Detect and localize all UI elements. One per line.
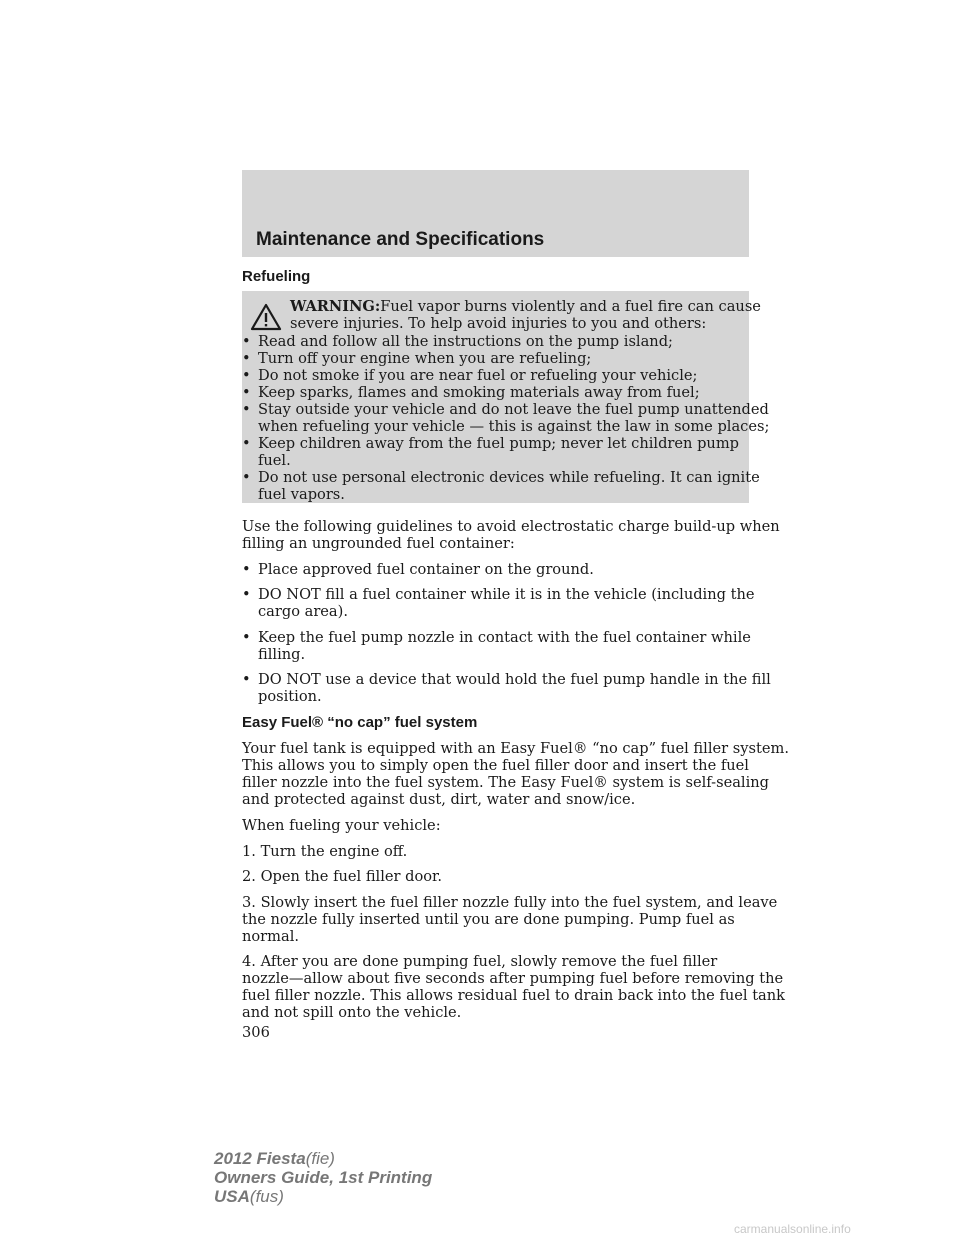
step-item-cont: fuel filler nozzle. This allows residual fuel to drain back into the fuel tank xyxy=(242,987,785,1004)
guideline-item-cont: cargo area). xyxy=(258,603,348,620)
bullet-dot: • xyxy=(242,671,251,688)
bullet-dot: • xyxy=(242,469,251,486)
bullet-dot: • xyxy=(242,586,251,603)
footer-guide: Owners Guide, 1st Printing xyxy=(214,1168,433,1187)
warning-bullet: Read and follow all the instructions on the pump island; xyxy=(258,333,673,350)
easy-fuel-paragraph: and protected against dust, dirt, water and snow/ice. xyxy=(242,791,636,808)
footer-model-code: (fie) xyxy=(305,1149,335,1168)
intro-paragraph: filling an ungrounded fuel container: xyxy=(242,535,515,552)
when-fueling-text: When fueling your vehicle: xyxy=(242,817,441,834)
bullet-dot: • xyxy=(242,401,251,418)
bullet-dot: • xyxy=(242,435,251,452)
footer-line-guide xyxy=(214,1168,432,1187)
easy-fuel-paragraph: filler nozzle into the fuel system. The Easy Fuel® system is self-sealing xyxy=(242,774,770,791)
guideline-item-cont: filling. xyxy=(258,646,306,663)
guideline-item-cont: position. xyxy=(258,688,322,705)
warning-line xyxy=(290,298,761,315)
warning-bullet-cont: fuel vapors. xyxy=(258,486,345,503)
bullet-dot: • xyxy=(242,333,251,350)
bullet-dot: • xyxy=(242,367,251,384)
warning-bullet: Do not use personal electronic devices while refueling. It can ignite xyxy=(258,469,760,486)
guideline-item: Place approved fuel container on the ground. xyxy=(258,561,594,578)
page-number: 306 xyxy=(242,1024,270,1041)
warning-bullet-cont: fuel. xyxy=(258,452,291,469)
step-item-cont: the nozzle fully inserted until you are done pumping. Pump fuel as xyxy=(242,911,735,928)
step-item: 3. Slowly insert the fuel filler nozzle fully into the fuel system, and leave xyxy=(242,894,778,911)
bullet-dot: • xyxy=(242,561,251,578)
step-item: 2. Open the fuel filler door. xyxy=(242,868,443,885)
watermark-link[interactable]: carmanualsonline.info xyxy=(734,1222,851,1236)
warning-bullet: Do not smoke if you are near fuel or refueling your vehicle; xyxy=(258,367,698,384)
warning-bullet: Turn off your engine when you are refueling; xyxy=(258,350,592,367)
guideline-item: DO NOT use a device that would hold the fuel pump handle in the fill xyxy=(258,671,771,688)
step-item-cont: nozzle—allow about five seconds after pumping fuel before removing the xyxy=(242,970,784,987)
footer-model: 2012 Fiesta xyxy=(214,1149,306,1168)
easy-fuel-paragraph: This allows you to simply open the fuel filler door and insert the fuel xyxy=(242,757,749,774)
warning-bullet: Stay outside your vehicle and do not leave the fuel pump unattended xyxy=(258,401,769,418)
step-item-cont: normal. xyxy=(242,928,300,945)
easy-fuel-heading: Easy Fuel® “no cap” fuel system xyxy=(242,714,478,731)
footer-line-model xyxy=(214,1149,432,1168)
warning-bullet-cont: when refueling your vehicle — this is against the law in some places; xyxy=(258,418,770,435)
intro-paragraph: Use the following guidelines to avoid electrostatic charge build-up when xyxy=(242,518,780,535)
warning-label: WARNING: xyxy=(290,298,381,315)
footer-line-market xyxy=(214,1187,432,1206)
guideline-item: Keep the fuel pump nozzle in contact with the fuel container while xyxy=(258,629,751,646)
warning-bullet: Keep sparks, flames and smoking materials away from fuel; xyxy=(258,384,700,401)
document-footer xyxy=(214,1149,432,1206)
footer-market-code: (fus) xyxy=(249,1187,284,1206)
step-item: 4. After you are done pumping fuel, slowly remove the fuel filler xyxy=(242,953,718,970)
guideline-item: DO NOT fill a fuel container while it is in the vehicle (including the xyxy=(258,586,755,603)
warning-text: Fuel vapor burns violently and a fuel fire can cause xyxy=(380,298,761,315)
warning-line: severe injuries. To help avoid injuries to you and others: xyxy=(290,315,707,332)
warning-bullet: Keep children away from the fuel pump; never let children pump xyxy=(258,435,740,452)
footer-market: USA xyxy=(214,1187,250,1206)
section-title: Maintenance and Specifications xyxy=(256,229,545,250)
refueling-heading: Refueling xyxy=(242,268,311,285)
warning-triangle-icon xyxy=(250,303,282,331)
bullet-dot: • xyxy=(242,384,251,401)
step-item-cont: and not spill onto the vehicle. xyxy=(242,1004,462,1021)
easy-fuel-paragraph: Your fuel tank is equipped with an Easy Fuel® “no cap” fuel filler system. xyxy=(242,740,789,757)
step-item: 1. Turn the engine off. xyxy=(242,843,408,860)
bullet-dot: • xyxy=(242,629,251,646)
bullet-dot: • xyxy=(242,350,251,367)
